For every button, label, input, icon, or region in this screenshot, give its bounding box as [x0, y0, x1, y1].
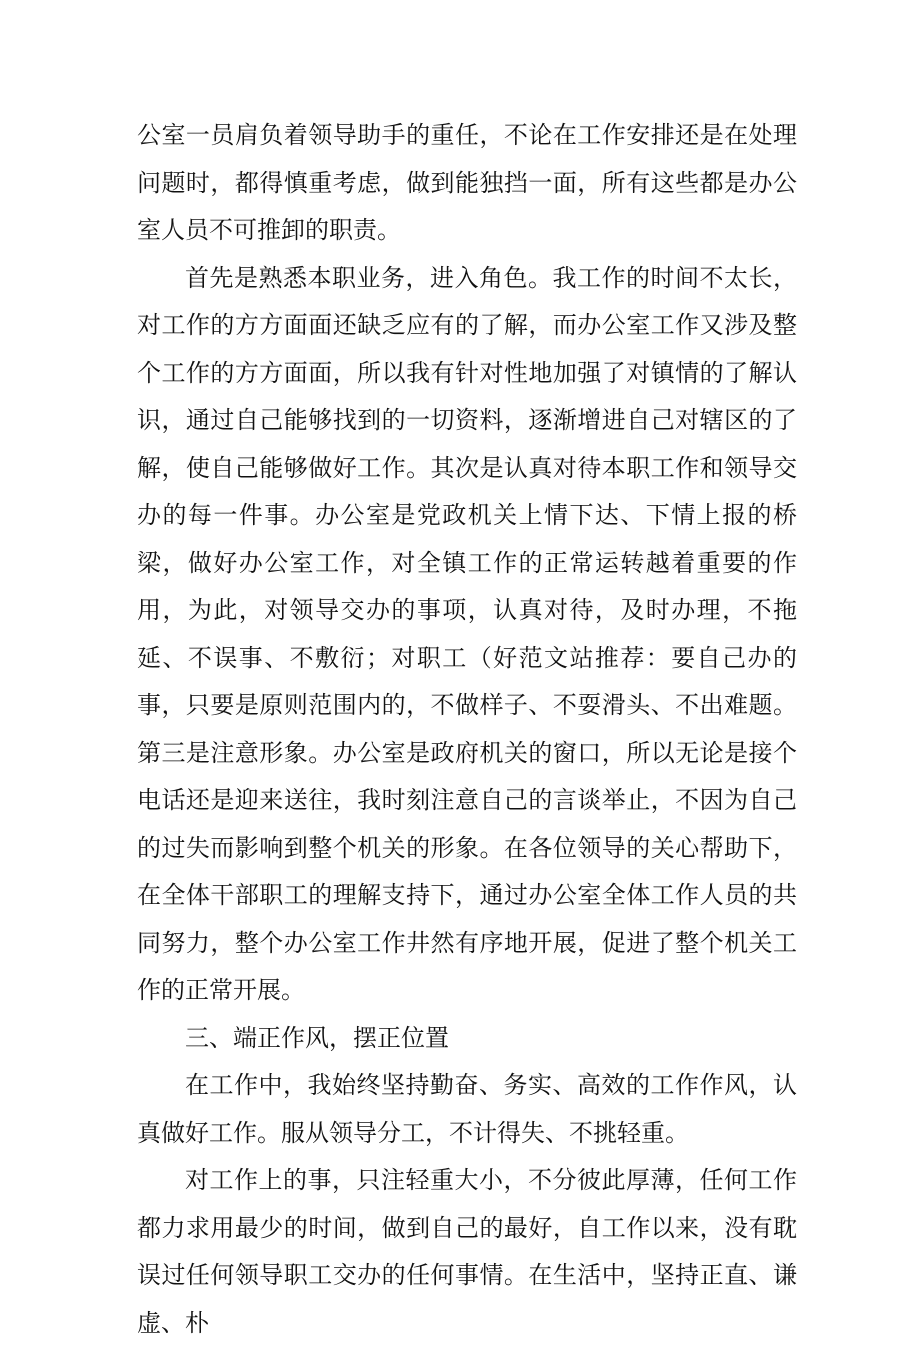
paragraph-familiarize-duties: 首先是熟悉本职业务，进入角色。我工作的时间不太长，对工作的方方面面还缺乏应有的了解，而办公室工作又涉及整个工作的方方面面，所以我有针对性地加强了对镇情的了解认识，通过自己能够找到的一切资料，逐渐增进自己对辖区的了解，使自己能够做好工作。其次是认真对待本职工作和领导交办的每一件事。办公室是党政机关上情下达、下情上报的桥梁，做好办公室工作，对全镇工作的正常运转越着重要的作用，为此，对领导交办的事项，认真对待，及时办理，不拖延、不误事、不敷衍；对职工（好范文站推荐：要自己办的事，只要是原则范围内的，不做样子、不耍滑头、不出难题。第三是注意形象。办公室是政府机关的窗口，所以无论是接个电话还是迎来送往，我时刻注意自己的言谈举止，不因为自己的过失而影响到整个机关的形象。在各位领导的关心帮助下，在全体干部职工的理解支持下，通过办公室全体工作人员的共同努力，整个办公室工作井然有序地开展，促进了整个机关工作的正常开展。: [137, 263, 797, 1004]
section-heading: 三、端正作风，摆正位置: [185, 1023, 449, 1052]
paragraph-continued: 公室一员肩负着领导助手的重任，不论在工作安排还是在处理问题时，都得慎重考虑，做到能独挡一面，所有这些都是办公室人员不可推卸的职责。: [137, 121, 797, 244]
document-body: [137, 112, 797, 1347]
paragraph-work-attitude: 对工作上的事，只注轻重大小，不分彼此厚薄，任何工作都力求用最少的时间，做到自己的最好，自工作以来，没有耽误过任何领导职工交办的任何事情。在生活中，坚持正直、谦虚、朴: [137, 1166, 797, 1337]
paragraph-work-style: 在工作中，我始终坚持勤奋、务实、高效的工作作风，认真做好工作。服从领导分工，不计得失、不挑轻重。: [137, 1071, 797, 1147]
